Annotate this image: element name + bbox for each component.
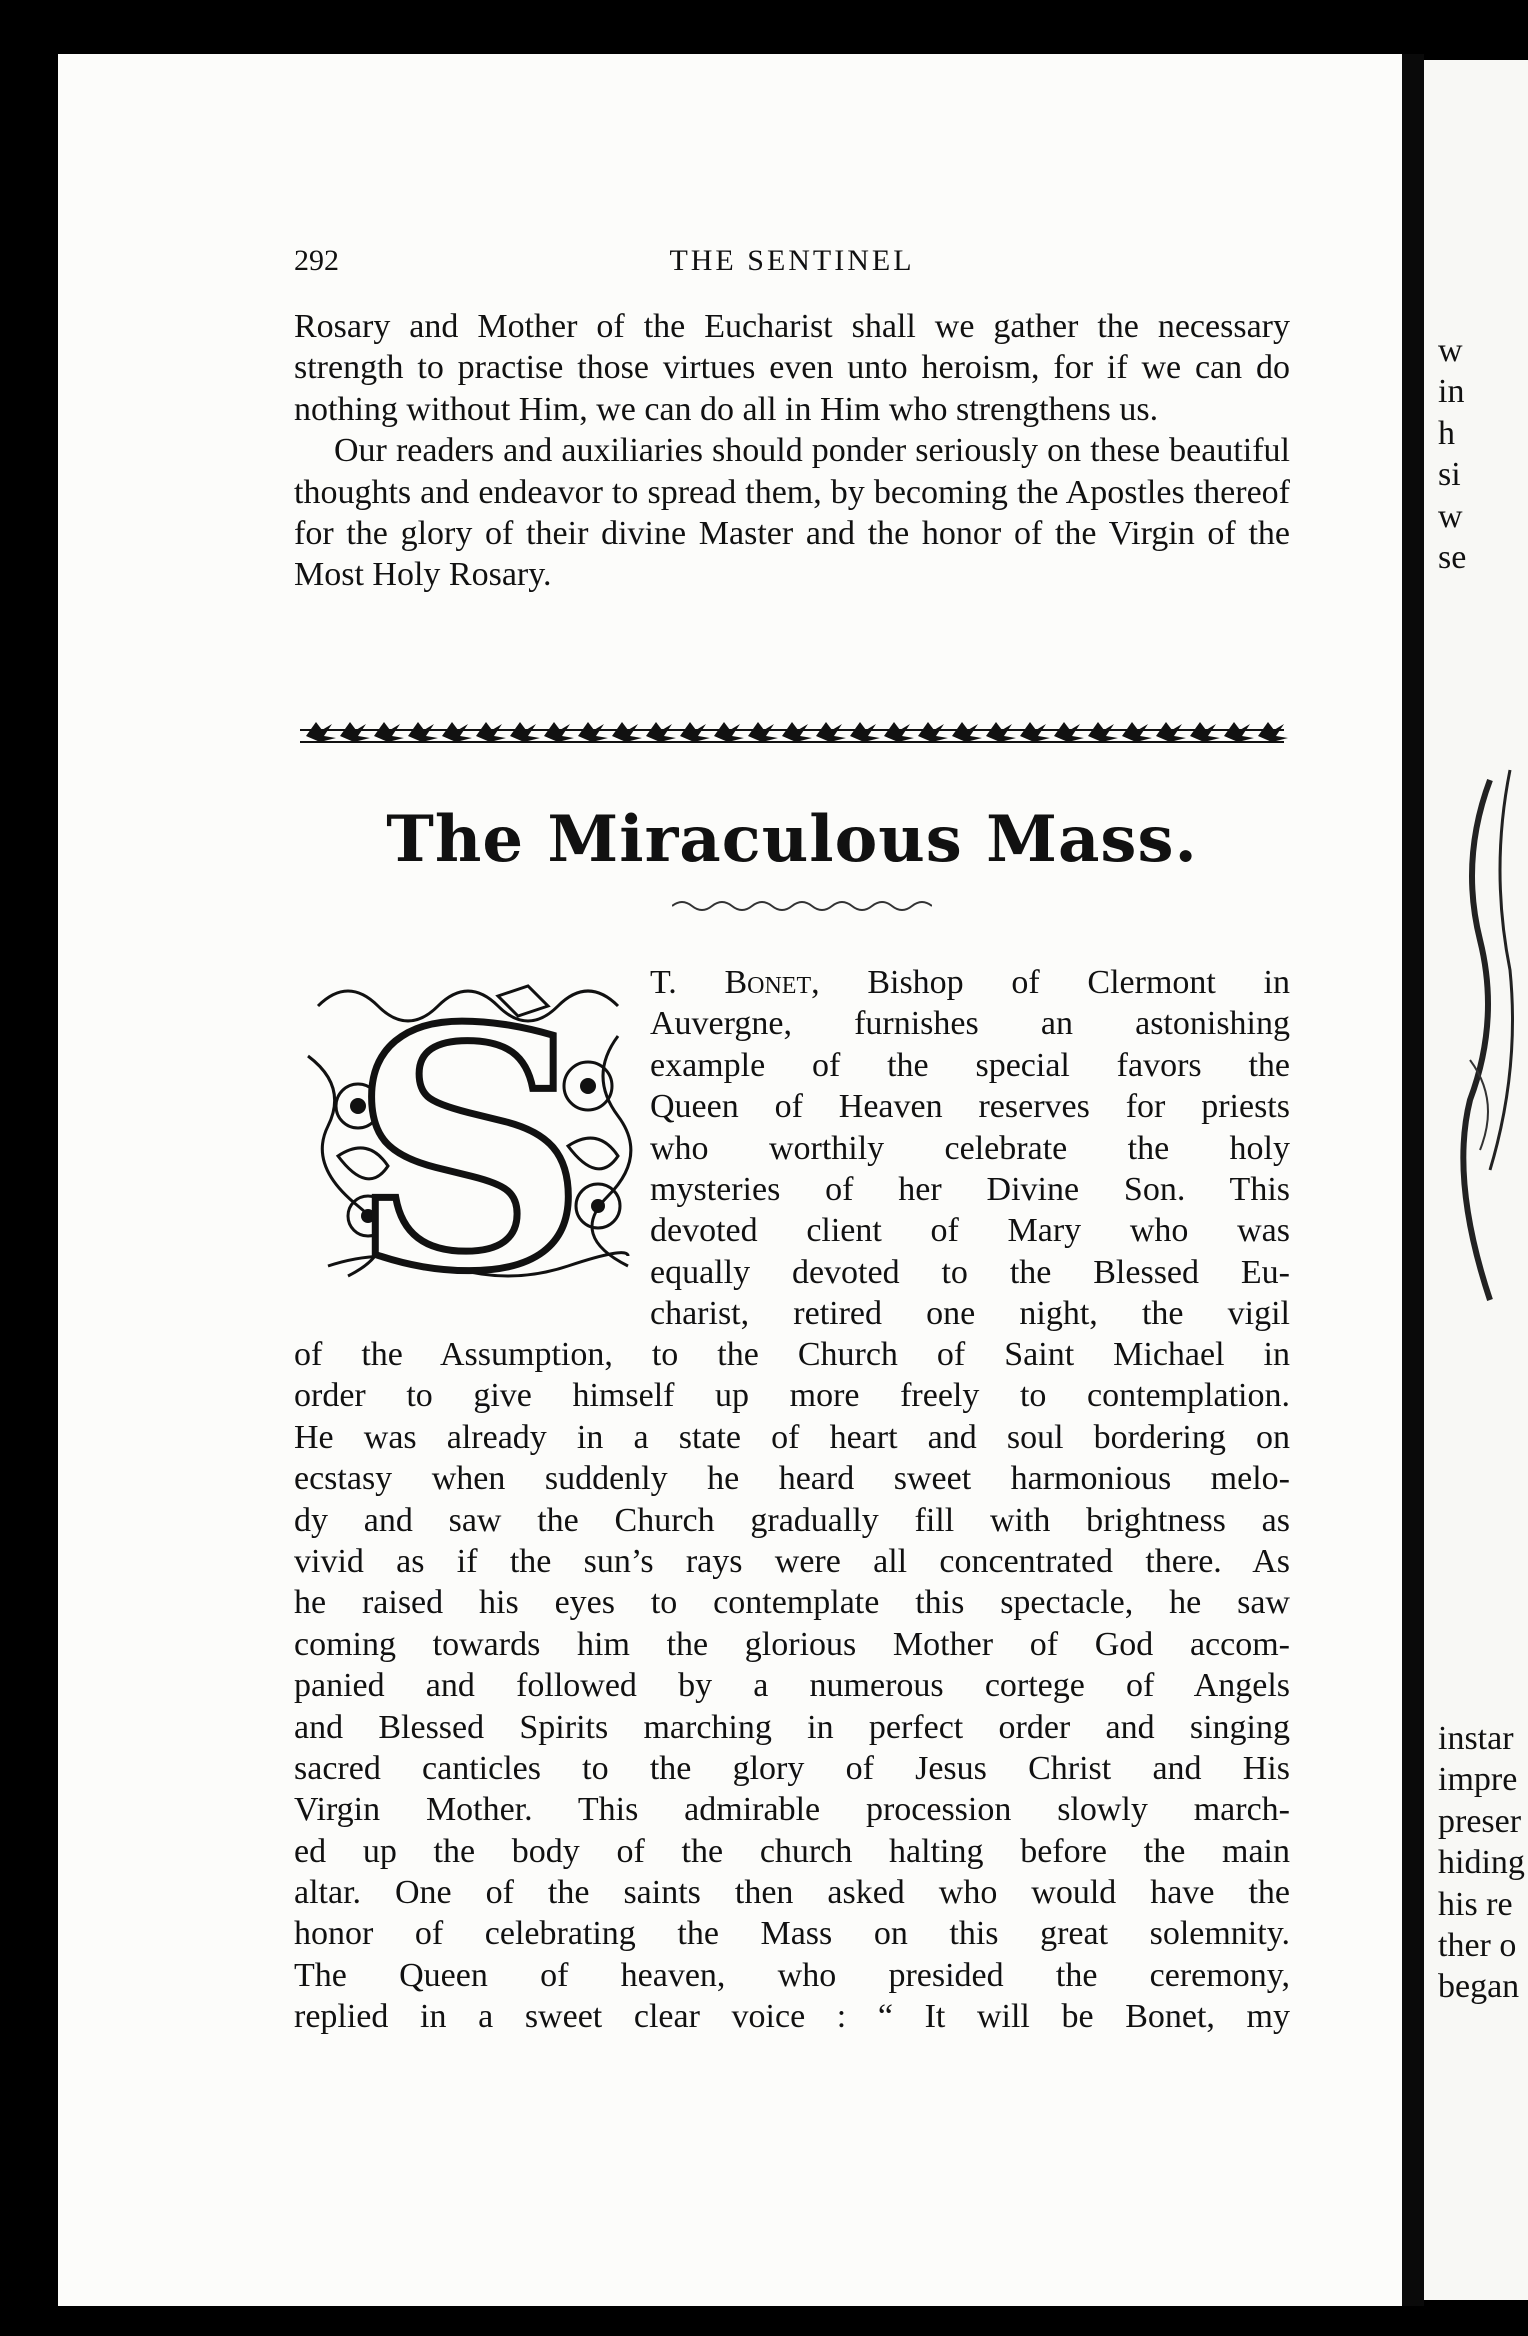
fragment-line: se (1438, 538, 1467, 576)
fragment-line: hiding (1438, 1844, 1525, 1882)
ornament-motif (748, 722, 778, 742)
body-line: order to give himself up more freely to contemplation. (294, 1377, 1290, 1415)
book-gutter (1402, 54, 1424, 2306)
decorative-dropcap (298, 966, 640, 1302)
ornament-motif (1190, 722, 1220, 742)
body-line: sacred canticles to the glory of Jesus Christ and His (294, 1749, 1290, 1787)
ornament-motif (1088, 722, 1118, 742)
fragment-line: w (1438, 332, 1463, 369)
right-page-illustration-edge (1450, 760, 1528, 1320)
ornament-motif (408, 722, 438, 742)
right-page-top-fragments (1438, 330, 1466, 578)
ornament-motif (884, 722, 914, 742)
body-line: ecstasy when suddenly he heard sweet harmonious melo- (294, 1460, 1290, 1498)
fragment-line: preser (1438, 1802, 1522, 1840)
title-wavy-rule (672, 898, 932, 914)
right-page-bottom-fragments (1438, 1718, 1525, 2008)
intro-line: equally devoted to the Blessed Eu- (650, 1253, 1290, 1291)
top-text-block (294, 306, 1290, 596)
fragment-line: his re (1438, 1885, 1513, 1923)
intro-line: devoted client of Mary who was (650, 1212, 1290, 1250)
ornament-motif (544, 722, 574, 742)
fragment-line: ther o (1438, 1926, 1517, 1964)
ornament-motif (782, 722, 812, 742)
ornament-motif (1020, 722, 1050, 742)
ornament-motif (1122, 722, 1152, 742)
body-line: ed up the body of the church halting before the main (294, 1832, 1290, 1870)
fragment-line: h (1438, 414, 1455, 452)
intro-line: example of the special favors the (650, 1046, 1290, 1084)
body-line: Virgin Mother. This admirable procession slowly march- (294, 1791, 1290, 1829)
body-line: honor of celebrating the Mass on this great solemnity. (294, 1915, 1290, 1953)
body-line: panied and followed by a numerous cortege of Angels (294, 1667, 1290, 1705)
ornament-motif (680, 722, 710, 742)
article-title: The Miraculous Mass. (386, 802, 1198, 877)
dropcap-letter: S (349, 966, 589, 1302)
body-line: altar. One of the saints then asked who would have the (294, 1874, 1290, 1912)
ornament-motif (1054, 722, 1084, 742)
ornament-motif (850, 722, 880, 742)
ornament-motif (1224, 722, 1254, 742)
page-header (294, 244, 1290, 284)
ornament-motif (306, 722, 336, 742)
intro-line: Auvergne, furnishes an astonishing (650, 1005, 1290, 1043)
paragraph: Our readers and auxiliaries should ponder seriously on these beautiful thoughts and endeavor to spread them, by becoming the Apostles thereof for the glory of their divine Master and the honor of the Virgin of the Most Holy Rosary. (294, 432, 1290, 594)
body-line: replied in a sweet clear voice : “ It will be Bonet, my (294, 1998, 1290, 2036)
section-divider-ornament (294, 706, 1290, 756)
ornament-motif (918, 722, 948, 742)
intro-line: mysteries of her Divine Son. This (650, 1170, 1290, 1208)
ornament-motif (374, 722, 404, 742)
fragment-line: began (1438, 1968, 1520, 2006)
intro-lines (650, 962, 1290, 1335)
fragment-line: si (1438, 456, 1461, 494)
intro-line: Queen of Heaven reserves for priests (650, 1088, 1290, 1126)
ornament-motif (1156, 722, 1186, 742)
ornament-motif (476, 722, 506, 742)
ornament-motif (340, 722, 370, 742)
ornament-motif (578, 722, 608, 742)
intro-line: charist, retired one night, the vigil (650, 1295, 1290, 1333)
body-line: coming towards him the glorious Mother of God accom- (294, 1625, 1290, 1663)
body-line: The Queen of heaven, who presided the ceremony, (294, 1956, 1290, 1994)
fragment-line: in (1438, 373, 1465, 411)
body-line: dy and saw the Church gradually fill with brightness as (294, 1501, 1290, 1539)
body-line: vivid as if the sun’s rays were all concentrated there. As (294, 1542, 1290, 1580)
ornament-motif (952, 722, 982, 742)
ornament-motif (816, 722, 846, 742)
ornament-motif (1258, 722, 1288, 742)
running-title: THE SENTINEL (669, 244, 915, 277)
body-line: of the Assumption, to the Church of Saint Michael in (294, 1336, 1290, 1373)
intro-line: T. Bonet, Bishop of Clermont in (650, 964, 1290, 1001)
ornament-motif (714, 722, 744, 742)
article-body (294, 1334, 1290, 2038)
ornament-motif (986, 722, 1016, 742)
ornament-motif (510, 722, 540, 742)
body-line: and Blessed Spirits marching in perfect order and singing (294, 1708, 1290, 1746)
page-number: 292 (294, 244, 339, 277)
ornament-motif (442, 722, 472, 742)
ornament-motif (612, 722, 642, 742)
body-line: he raised his eyes to contemplate this spectacle, he saw (294, 1584, 1290, 1622)
paragraph: Rosary and Mother of the Eucharist shall we gather the necessary strength to practise those virtues even unto heroism, for if we can do nothing without Him, we can do all in Him who strengthens us. (294, 308, 1290, 428)
fragment-line: w (1438, 497, 1463, 535)
fragment-line: instar (1438, 1720, 1514, 1757)
intro-line: who worthily celebrate the holy (650, 1129, 1290, 1167)
body-line: He was already in a state of heart and soul bordering on (294, 1418, 1290, 1456)
fragment-line: impre (1438, 1761, 1518, 1799)
ornament-motif (646, 722, 676, 742)
